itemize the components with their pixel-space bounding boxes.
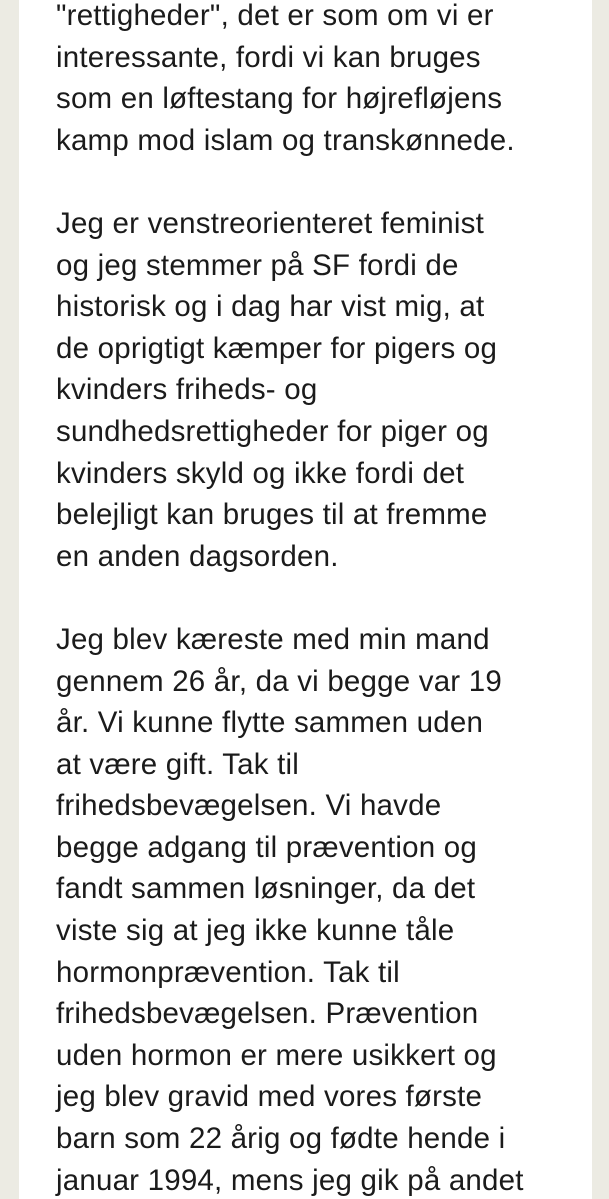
paragraph-spacer xyxy=(56,161,584,203)
text-line: viste sig at jeg ikke kunne tåle xyxy=(56,914,455,948)
text-line: barn som 22 årig og fødte hende i xyxy=(56,1122,506,1156)
text-line: "rettigheder", det er som om vi er xyxy=(56,0,494,32)
text-line: interessante, fordi vi kan bruges xyxy=(56,40,481,74)
text-line: frihedsbevægelsen. Vi havde xyxy=(56,789,442,823)
text-line: kvinders skyld og ikke fordi det xyxy=(56,456,465,490)
text-line: kamp mod islam og transkønnede. xyxy=(56,123,515,157)
text-line: kvinders friheds- og xyxy=(56,373,318,407)
paragraph-1 xyxy=(56,0,584,161)
article-body[interactable] xyxy=(19,0,592,1199)
text-line: Jeg er venstreorienteret feminist xyxy=(56,206,484,240)
text-line: sundhedsrettigheder for piger og xyxy=(56,414,489,448)
text-line: de oprigtigt kæmper for pigers og xyxy=(56,331,498,365)
text-line: gennem 26 år, da vi begge var 19 xyxy=(56,664,502,698)
text-line: fandt sammen løsninger, da det xyxy=(56,872,476,906)
text-line: belejligt kan bruges til at fremme xyxy=(56,498,488,532)
article-text xyxy=(56,0,584,1199)
text-line: jeg blev gravid med vores første xyxy=(56,1080,483,1114)
text-line: frihedsbevægelsen. Prævention xyxy=(56,997,479,1031)
text-line: og jeg stemmer på SF fordi de xyxy=(56,248,459,282)
text-line: år. Vi kunne flytte sammen uden xyxy=(56,706,484,740)
paragraph-spacer xyxy=(56,577,584,619)
text-line: Jeg blev kæreste med min mand xyxy=(56,622,490,656)
text-line: begge adgang til prævention og xyxy=(56,830,477,864)
text-line: at være gift. Tak til xyxy=(56,747,300,781)
text-line: hormonprævention. Tak til xyxy=(56,955,400,989)
paragraph-3 xyxy=(56,619,584,1199)
paragraph-2 xyxy=(56,203,584,577)
text-line: som en løftestang for højrefløjens xyxy=(56,82,503,116)
text-line: januar 1994, mens jeg gik på andet xyxy=(56,1163,524,1197)
text-line: historisk og i dag har vist mig, at xyxy=(56,290,485,324)
right-page-margin xyxy=(592,0,609,1199)
text-line: en anden dagsorden. xyxy=(56,539,339,573)
left-page-margin xyxy=(0,0,19,1199)
text-line: uden hormon er mere usikkert og xyxy=(56,1038,497,1072)
